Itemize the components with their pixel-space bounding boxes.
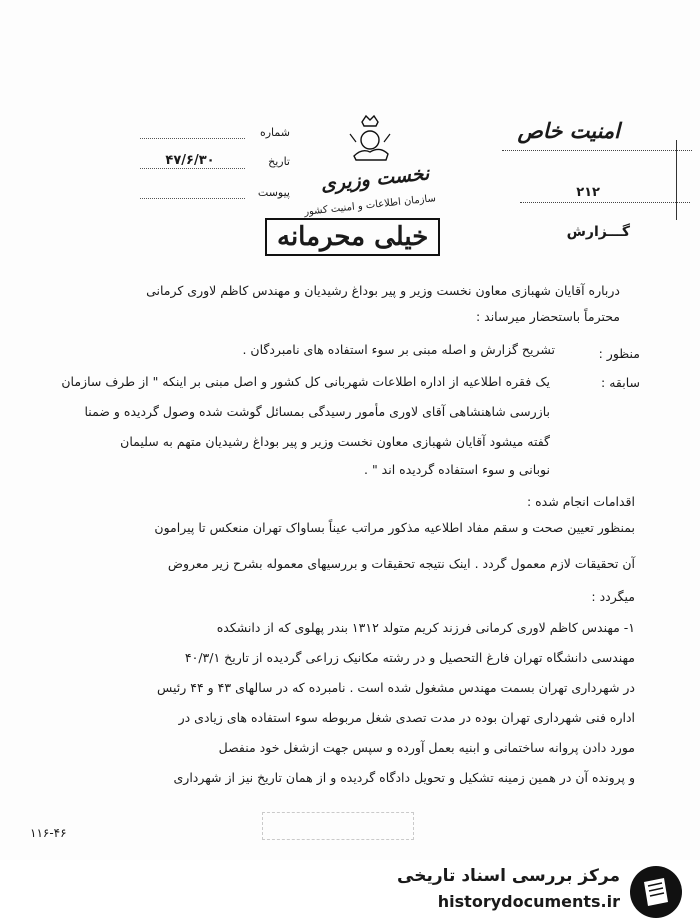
background-label: سابقه : [601,375,640,390]
item-line: ۱- مهندس کاظم لاوری کرمانی فرزند کریم متولد ۱۳۱۲ بندر پهلوی که از دانشکده [216,620,635,635]
peyvast-dotted-line [140,198,245,199]
tarikh-dotted-line [140,168,245,169]
purpose-label: منظور : [598,346,640,361]
ministry-title: نخست وزیری [319,162,431,196]
subject-line: درباره آقایان شهبازی معاون نخست وزیر و پیر بوداغ رشیدیان و مهندس کاظم لاوری کرمانی [146,283,620,298]
actions-line: میگردد : [591,589,635,604]
item-line: و پرونده آن در همین زمینه تشکیل و تحویل دادگاه گردیده و از همان تاریخ نیز از شهرداری [173,770,635,785]
history-documents-logo-icon [628,864,684,924]
report-label: گـــزارش [566,224,630,240]
shomare-label: شماره [259,126,290,139]
tarikh-value: ۴۷/۶/۳۰ [165,153,215,168]
background-line: بازرسی شاهنشاهی آقای لاوری مأمور رسیدگی بمسائل گوشت شده وصول گردیده و ضمنا [84,404,550,419]
classification-stamp [265,218,440,256]
tarikh-label: تاریخ [268,155,290,168]
department-name: سازمان اطلاعات و امنیت کشور [303,193,437,218]
stamp-text: خیلی محرمانه [265,218,440,256]
handwritten-classification: امنیت خاص [517,118,620,143]
document-code: ۱۱۶-۴۶ [30,826,67,840]
actions-label: اقدامات انجام شده : [526,494,635,509]
number-dotted-line [520,202,690,203]
actions-line: آن تحقیقات لازم معمول گردد . اینک نتیجه تحقیقات و بررسیهای معموله بشرح زیر معروض [167,556,635,571]
watermark-footer [0,860,700,923]
item-line: اداره فنی شهرداری تهران بوده در مدت تصدی شغل مربوطه سوء استفاده های زیادی در [178,710,635,725]
watermark-url: historydocuments.ir [437,892,620,911]
classification-dotted-line [502,150,692,151]
background-line: نوبانی و سوء استفاده گردیده اند " . [364,462,550,477]
background-line: گفته میشود آقایان شهبازی معاون نخست وزیر و پیر بوداغ رشیدیان متهم به سلیمان [120,434,550,449]
respect-line: محترماً باستحضار میرساند : [475,309,620,324]
purpose-text: تشریح گزارش و اصله مبنی بر سوء استفاده های نامبردگان . [242,342,555,357]
document-number: ۲۱۲ [576,185,600,200]
lion-and-sun-emblem-icon [340,112,400,172]
item-line: در شهرداری تهران بسمت مهندس مشغول شده است . نامبرده که در سالهای ۴۳ و ۴۴ رئیس [157,680,635,695]
background-line: یک فقره اطلاعیه از اداره اطلاعات شهربانی کل کشور و اصل مبنی بر اینکه " از طرف سازمان [61,374,550,389]
item-line: مورد دادن پروانه ساختمانی و ابنیه بعمل آورده و سپس جهت ازشغل خود منفصل [218,740,635,755]
item-line: مهندسی دانشگاه تهران فارغ التحصیل و در رشته مکانیک زراعی گردیده از تاریخ ۴۰/۳/۱ [184,650,635,665]
faint-stamp [262,812,414,840]
peyvast-label: پیوست [257,186,290,199]
shomare-dotted-line [140,138,245,139]
corner-mark [676,140,689,220]
watermark-title: مرکز بررسی اسناد تاریخی [397,866,620,886]
actions-line: بمنظور تعیین صحت و سقم مفاد اطلاعیه مذکور مراتب عیناً بساواک تهران منعکس تا پیرامون [154,520,635,535]
